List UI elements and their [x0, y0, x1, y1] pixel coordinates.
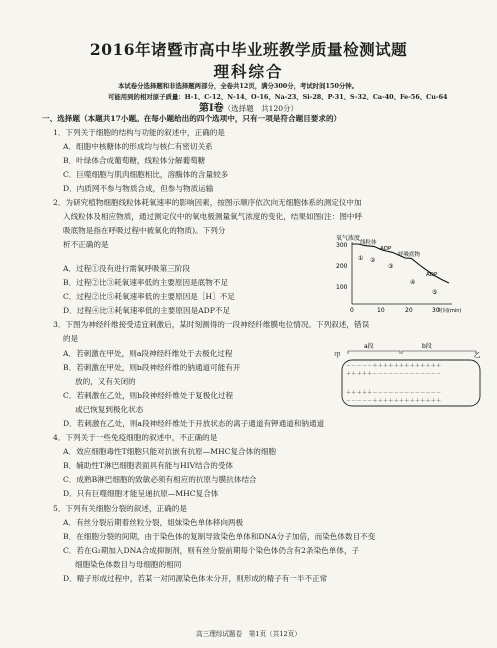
question-5-stem: 5．下列有关细胞分裂的叙述，正确的是 [53, 504, 187, 513]
nerve-fiber-diagram [330, 340, 485, 412]
label-yi: 乙 [474, 351, 481, 359]
label-adp: ADP [380, 246, 392, 252]
question-4-option-d: D．只有巨噬细胞才能呈递抗原—MHC复合体 [63, 489, 219, 498]
question-3-option-c-1: C．若刺激在乙处，则b段神经纤维处于复极化过程 [63, 391, 234, 400]
stage-5: ⑤ [432, 289, 438, 296]
graph-y-tick-200: 200 [336, 263, 348, 270]
question-2-option-c: C．过程②比⑤耗氧速率低的主要原因是［H］不足 [63, 292, 235, 301]
question-3-option-b-2: 放的，又有关闭的 [75, 377, 136, 386]
question-1-option-c: C．巨噬细胞与肌肉细胞相比，溶酶体的含量较多 [63, 170, 229, 179]
question-2-option-b: B．过程②比③耗氧速率低的主要原因是底物不足 [63, 278, 229, 287]
graph-y-label: 氧气浓度 [336, 235, 361, 242]
question-3-stem-2: 的是 [63, 334, 79, 343]
page-footer: 高三理综试题卷 第1页（共12页） [196, 630, 301, 638]
part-title: 第Ⅰ卷 [198, 103, 224, 114]
membrane-charges-bottom-outer: －－－－－＋＋＋＋＋＋＋＋＋＋＋＋＋ [346, 398, 442, 404]
graph-x-tick-30: 30 [432, 307, 440, 314]
question-4-option-b: B．辅助性T淋巴细胞表面具有能与HIV结合的受体 [63, 461, 234, 470]
exam-subject: 理科综合 [213, 62, 284, 81]
label-mitochondria: 线粒体 [360, 240, 377, 246]
graph-y-tick-300: 300 [336, 242, 348, 249]
graph-x-tick-0: 0 [350, 307, 354, 314]
question-4-stem: 4．下列关于一些免疫细胞的叙述中，不正确的是 [53, 433, 218, 442]
part-heading [0, 99, 497, 114]
oxygen-concentration-graph [322, 232, 462, 322]
question-5-option-c-2: 细胞染色体数目与母细胞的相同 [75, 560, 182, 569]
a-segment-bracket [348, 351, 400, 354]
stage-3: ③ [388, 263, 394, 270]
question-2-stem-2: 入线粒体及相应物质，通过测定仪中的氧电极测量氧气浓度的变化，结果如图(注：图中呼 [63, 212, 363, 221]
question-1-option-b: B．叶绿体合成葡萄糖，线粒体分解葡萄糖 [63, 156, 206, 165]
atomic-mass-note: 可能用到的相对原子质量：H-1、C-12、N-14、O-16、Na-23、Si-28、P-31、S-32、Ca-40、Fe-56、Cu-64 [108, 93, 448, 101]
question-5-option-a: A．有丝分裂后期着丝粒分裂，姐妹染色单体移向两极 [63, 518, 244, 527]
graph-x-unit: 时间(min) [438, 308, 462, 314]
question-2-option-a: A．过程①没有进行需氧呼吸第三阶段 [63, 264, 190, 273]
exam-note: 本试卷分选择题和非选择题两部分，全卷共12页，满分300分，考试时间150分钟。 [118, 82, 359, 90]
question-3-option-c-2: 或已恢复到极化状态 [75, 405, 144, 414]
membrane-charges-bottom-inner: ＋＋＋＋＋－－－－－－－－－－－－－ [346, 390, 442, 396]
membrane-charges-top-outer: －－－－－＋＋＋＋＋＋＋＋＋＋＋＋＋ [346, 363, 442, 369]
question-2-stem-1: 2．为研究植物细胞线粒体耗氧速率的影响因素，按图示顺序依次向无细胞体系的测定仪中加 [53, 198, 362, 207]
label-jia: 甲 [334, 351, 341, 359]
question-4-option-c: C．成熟B淋巴细胞的致敏必须有相应的抗原与膜抗体结合 [63, 475, 257, 484]
label-adp-2: ADP [426, 272, 438, 278]
question-1-option-a: A．组胞中核糖体的形成均与核仁有密切关系 [63, 142, 213, 151]
part-subtitle: （选择题 共120分） [223, 104, 298, 113]
question-2-stem-3: 吸底物是指在呼吸过程中被氧化的物质)。下列分 [63, 226, 226, 235]
question-2-stem-4: 析不正确的是 [63, 240, 109, 249]
question-3-option-b-1: B．若刺激在甲处，则b段神经纤维的钠通道可能有开 [63, 363, 241, 372]
stage-2: ② [370, 257, 376, 264]
membrane-charges-top-inner: ＋＋＋＋＋－－－－－－－－－－－－－ [346, 371, 442, 377]
question-5-option-d: D．精子形成过程中，若某一对同源染色体未分开，则形成的精子有一半不正常 [63, 574, 328, 583]
question-5-option-b: B．在细胞分裂的间期，由于染色体的复制导致染色单体和DNA分子加倍，而染色体数目不变 [63, 532, 376, 541]
question-1-stem: 1．下列关于细胞的结构与功能的叙述中，正确的是 [53, 128, 225, 137]
b-segment-bracket [402, 351, 476, 354]
label-a-segment: a段 [364, 343, 374, 350]
label-substrate: 呼吸底物 [398, 252, 421, 258]
question-3-stem-1: 3．下图为神经纤维接受适宜刺激后，某时刻测得的一段神经纤维膜电位情况。下列叙述，错误 [53, 320, 370, 329]
graph-y-tick-100: 100 [336, 284, 348, 291]
question-3-option-d: D．若刺激在乙处，则a段神经纤维处于开放状态的离子通道有钾通道和钠通道 [63, 419, 325, 428]
stage-4: ④ [410, 279, 416, 286]
label-b-segment: b段 [422, 343, 432, 350]
question-1-option-d: D．内质网不参与物质合成，但参与物质运输 [63, 184, 214, 193]
question-3-option-a: A．若刺激在甲处，则a段神经纤维处于去极化过程 [63, 349, 233, 358]
question-4-option-a: A．效应细胞毒性T细胞只能对抗嵌有抗原—MHC复合体的细胞 [63, 447, 277, 456]
section-heading: 一、选择题（本题共17小题。在每小题给出的四个选项中，只有一项是符合题目要求的） [42, 114, 342, 123]
graph-x-tick-20: 20 [405, 307, 413, 314]
exam-title: 2016年诸暨市高中毕业班教学质量检测试题 [89, 40, 408, 59]
question-5-option-c-1: C．若在G₂期加入DNA合成抑制剂，则有丝分裂前期每个染色体仍含有2条染色单体，子 [63, 546, 360, 555]
question-2-option-d: D．过程④比③耗氧速率低的主要原因是ADP不足 [63, 306, 231, 315]
graph-x-tick-10: 10 [377, 307, 385, 314]
stage-1: ① [358, 255, 364, 262]
